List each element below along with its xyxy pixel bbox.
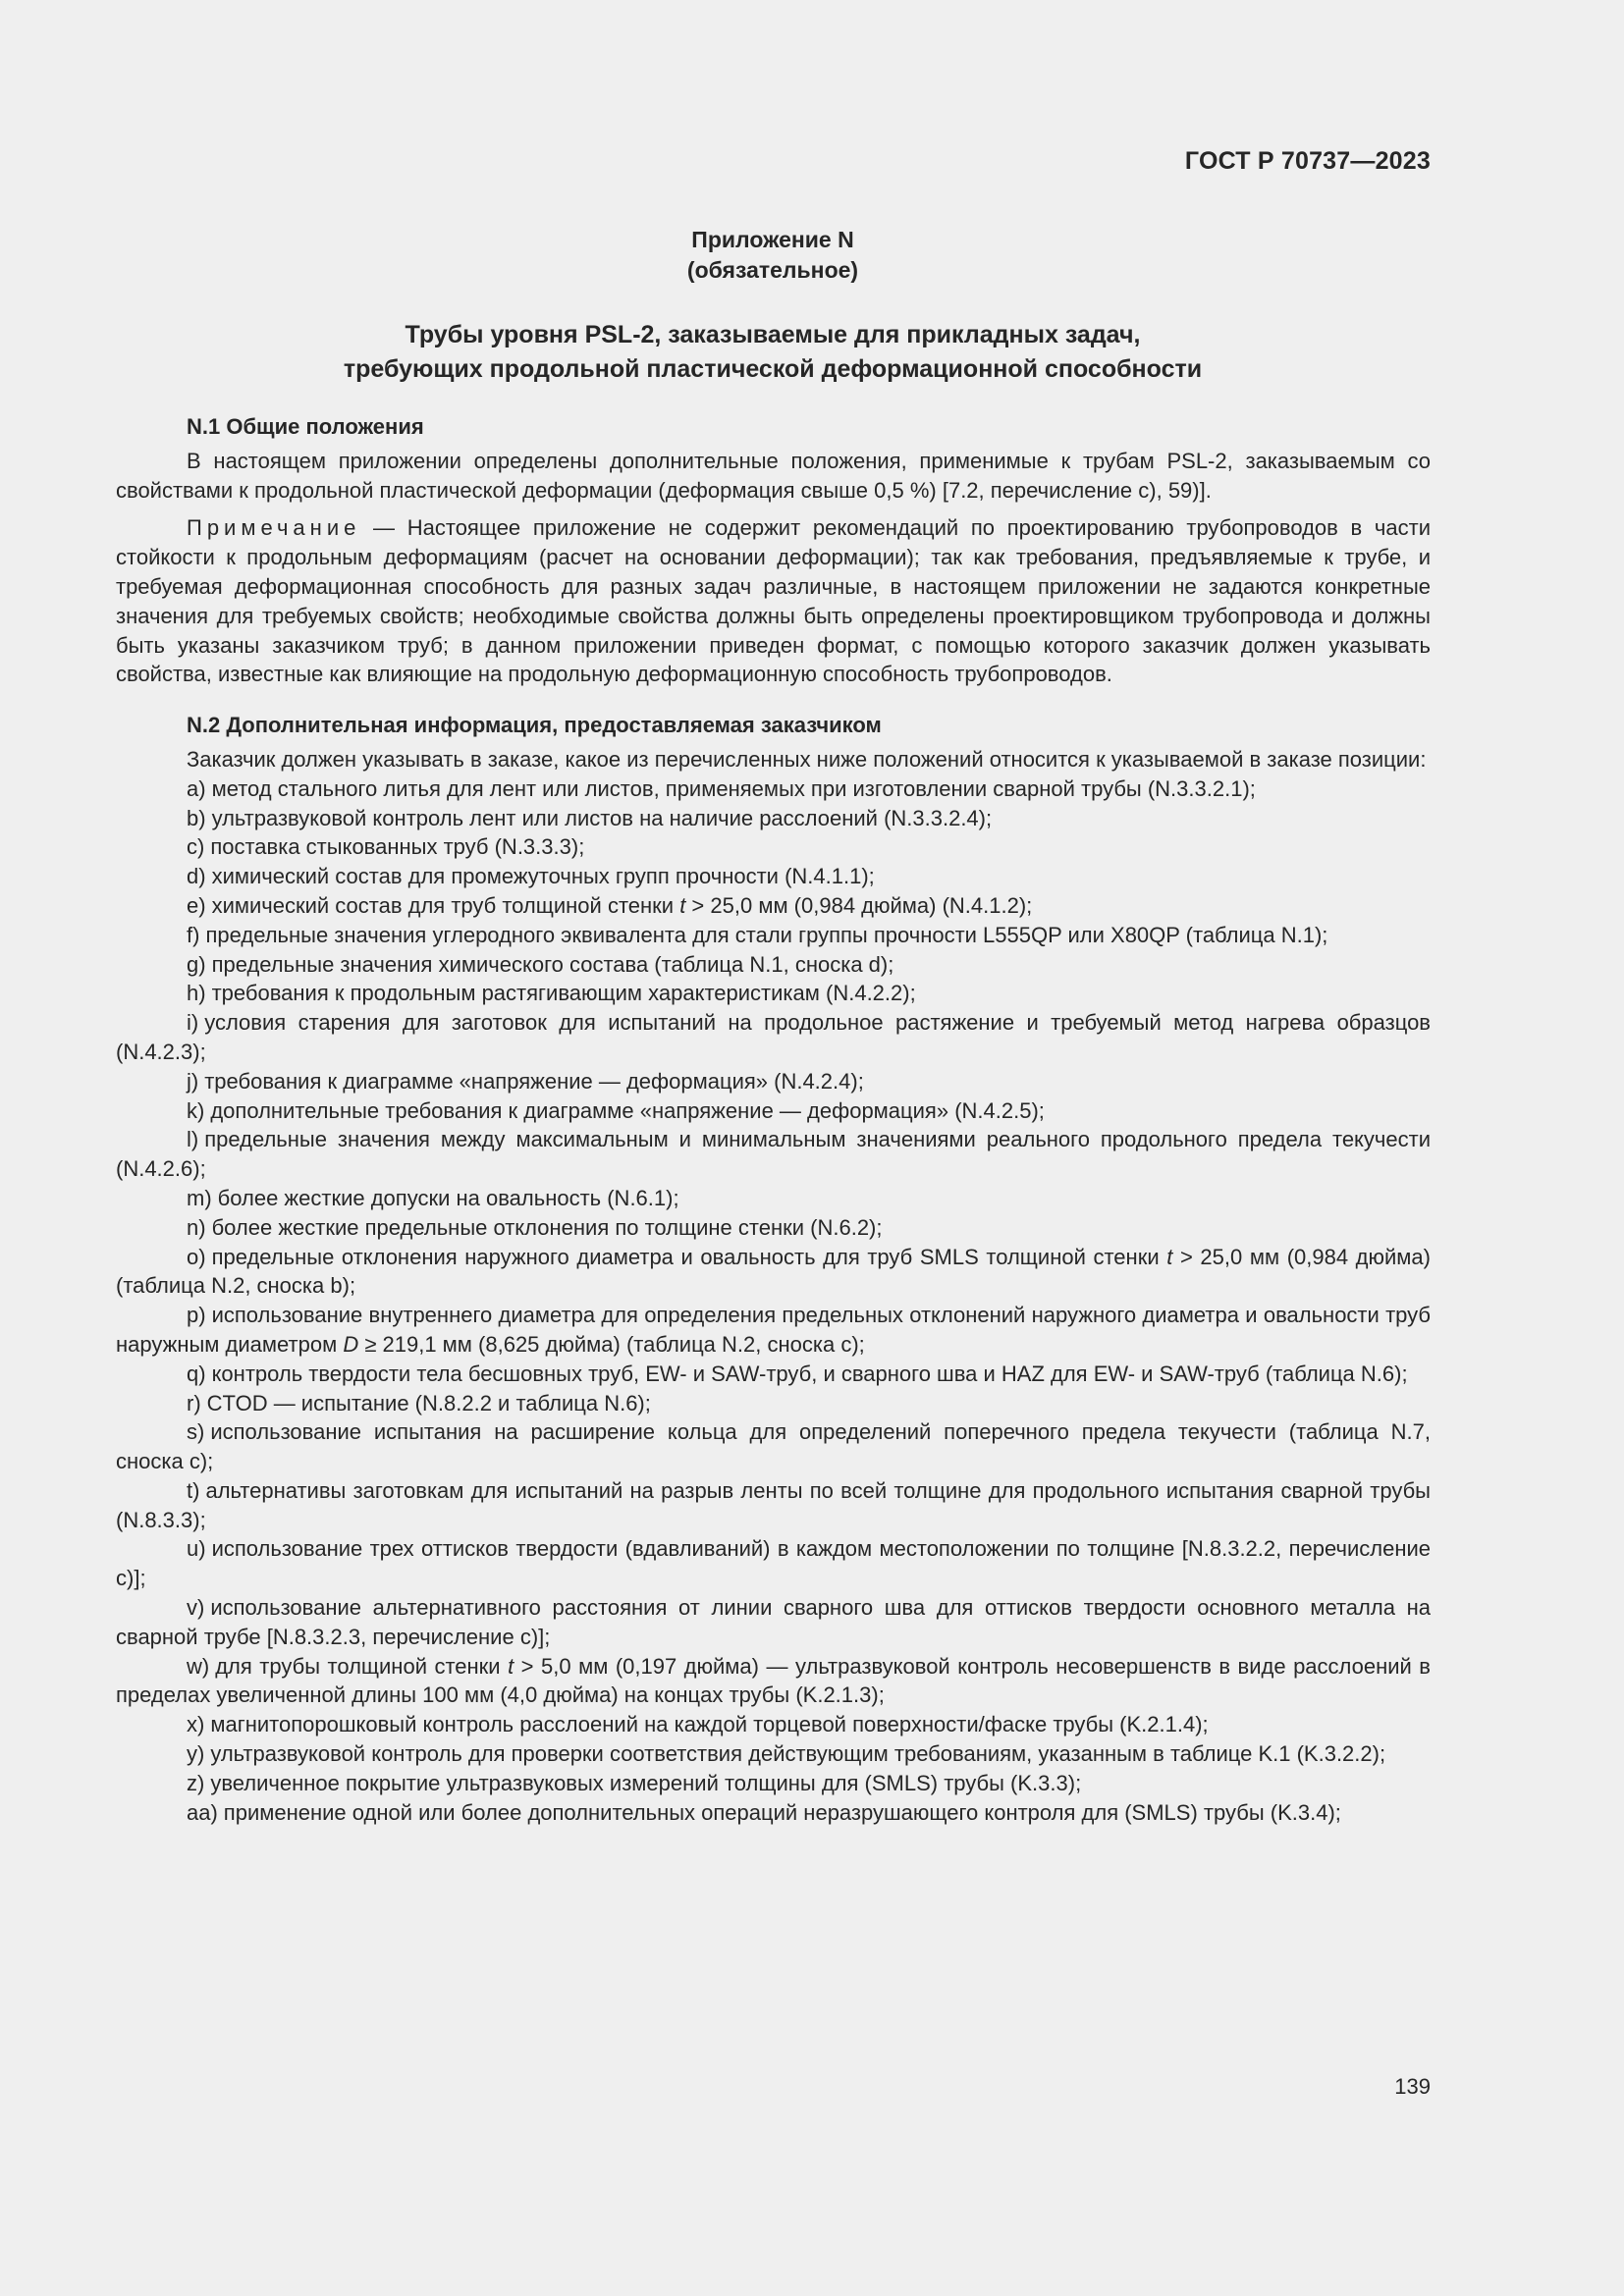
item-label: q): [187, 1361, 206, 1386]
item-text: использование трех оттисков твердости (вдавливаний) в каждом местоположении по толщине [N.8.3.2.2, перечисление c)];: [116, 1536, 1431, 1591]
list-item-i: [116, 1008, 1431, 1067]
item-label: l): [187, 1127, 199, 1152]
title-line-1: Трубы уровня PSL-2, заказываемые для прикладных задач,: [405, 321, 1141, 348]
note-text: — Настоящее приложение не содержит рекомендаций по проектированию трубопроводов в части стойкости к продольным деформациям (расчет на основании деформации); так как требования, предъявляемые к трубе, и требуемая деформационная способность для разных задач различные, в настоящем приложении не задаются конкретные значения для требуемых свойств; необходимые свойства должны быть определены проектировщиком трубопровода и должны быть указаны заказчиком труб; в данном приложении приведен формат, с помощью которого заказчик должен указывать свойства, известные как влияющие на продольную деформационную способность трубопроводов.: [116, 515, 1431, 687]
item-text: CTOD — испытание (N.8.2.2 и таблица N.6);: [206, 1390, 651, 1415]
list-item-x: [116, 1710, 1431, 1739]
item-text: химический состав для промежуточных групп прочности (N.4.1.1);: [211, 864, 875, 889]
document-title: [0, 318, 1545, 387]
item-text-after: > 25,0 мм (0,984 дюйма) (N.4.1.2);: [685, 892, 1033, 918]
item-text: предельные значения химического состава (таблица N.1, сноска d);: [211, 951, 894, 977]
item-label: k): [187, 1097, 205, 1123]
item-text: дополнительные требования к диаграмме «напряжение — деформация» (N.4.2.5);: [210, 1097, 1045, 1123]
item-text: ультразвуковой контроль лент или листов на наличие расслоений (N.3.3.2.4);: [211, 805, 993, 830]
item-text-before: предельные отклонения наружного диаметра и овальность для труб SMLS толщиной стенки: [211, 1244, 1167, 1269]
list-item-v: [116, 1593, 1431, 1652]
list-item-k: [116, 1096, 1431, 1126]
standard-id: ГОСТ Р 70737—2023: [1184, 147, 1431, 175]
item-label: aa): [187, 1799, 218, 1825]
item-label: s): [187, 1419, 205, 1445]
section-n2-intro: Заказчик должен указывать в заказе, какое из перечисленных ниже положений относится к указываемой в заказе позиции:: [187, 746, 1427, 772]
item-label: y): [187, 1741, 205, 1767]
list-item-l: [116, 1125, 1431, 1184]
item-text-after: > 5,0 мм (0,197 дюйма) — ультразвуковой контроль несовершенств в виде расслоений в пределах увеличенной длины 100 мм (4,0 дюйма) на концах трубы (K.2.1.3);: [116, 1653, 1431, 1708]
item-text: ультразвуковой контроль для проверки соответствия действующим требованиям, указанным в таблице K.1 (K.3.2.2);: [210, 1741, 1386, 1767]
item-label: u): [187, 1536, 206, 1562]
item-variable: D: [343, 1331, 359, 1357]
item-label: h): [187, 981, 206, 1006]
item-label: a): [187, 775, 206, 801]
item-text: контроль твердости тела бесшовных труб, EW- и SAW-труб, и сварного шва и HAZ для EW- и SAW-труб (таблица N.6);: [211, 1361, 1408, 1386]
item-text: поставка стыкованных труб (N.3.3.3);: [210, 834, 585, 860]
item-text: требования к продольным растягивающим характеристикам (N.4.2.2);: [211, 981, 916, 1006]
list-item-n: [116, 1213, 1431, 1243]
item-label: c): [187, 834, 205, 860]
list-item-c: [116, 832, 1431, 862]
item-variable: t: [1166, 1244, 1173, 1269]
item-label: b): [187, 805, 206, 830]
item-text: применение одной или более дополнительных операций неразрушающего контроля для (SMLS) трубы (K.3.4);: [223, 1799, 1341, 1825]
item-label: t): [187, 1477, 200, 1503]
item-label: p): [187, 1303, 206, 1328]
item-text: увеличенное покрытие ультразвуковых измерений толщины для (SMLS) трубы (K.3.3);: [210, 1770, 1082, 1795]
item-label: z): [187, 1770, 205, 1795]
section-n1-paragraph: В настоящем приложении определены дополнительные положения, применимые к трубам PSL-2, заказываемым со свойствами к продольной пластической деформации (деформация свыше 0,5 %) [7.2, перечисление c), 59)].: [116, 448, 1431, 503]
item-text-before: для трубы толщиной стенки: [215, 1653, 509, 1679]
list-item-b: [116, 804, 1431, 833]
item-text: требования к диаграмме «напряжение — деформация» (N.4.2.4);: [204, 1068, 864, 1094]
section-heading-n1: N.1 Общие положения: [187, 414, 424, 439]
item-variable: t: [508, 1653, 514, 1679]
list-item-y: [116, 1739, 1431, 1769]
appendix-label: Приложение N: [691, 227, 854, 252]
list-item-r: [116, 1389, 1431, 1418]
item-text: условия старения для заготовок для испытаний на продольное растяжение и требуемый метод нагрева образцов (N.4.2.3);: [116, 1010, 1431, 1064]
item-text: более жесткие допуски на овальность (N.6.1);: [217, 1185, 679, 1210]
item-text: альтернативы заготовкам для испытаний на разрыв ленты по всей толщине для продольного испытания сварной трубы (N.8.3.3);: [116, 1477, 1431, 1532]
item-label: r): [187, 1390, 201, 1415]
list-item-w: [116, 1652, 1431, 1711]
item-label: e): [187, 892, 206, 918]
item-text: использование испытания на расширение кольца для определений поперечного предела текучести (таблица N.7, сноска c);: [116, 1419, 1431, 1474]
item-text: магнитопорошковый контроль расслоений на каждой торцевой поверхности/фаске трубы (K.2.1.4);: [210, 1712, 1209, 1737]
list-item-o: [116, 1243, 1431, 1302]
item-label: f): [187, 922, 200, 947]
appendix-heading: [0, 225, 1545, 286]
note-paragraph: [116, 513, 1431, 689]
list-item-e: [116, 891, 1431, 921]
section-heading-n2: N.2 Дополнительная информация, предоставляемая заказчиком: [187, 713, 882, 738]
list-item-p: [116, 1301, 1431, 1360]
list-item-s: [116, 1417, 1431, 1476]
appendix-status: (обязательное): [686, 257, 859, 283]
item-label: m): [187, 1185, 212, 1210]
document-body: [116, 412, 1431, 1827]
list-item-q: [116, 1360, 1431, 1389]
list-item-j: [116, 1067, 1431, 1096]
list-item-g: [116, 950, 1431, 980]
list-item-u: [116, 1534, 1431, 1593]
item-text: предельные значения между максимальным и минимальным значениями реального продольного предела текучести (N.4.2.6);: [116, 1127, 1431, 1182]
item-variable: t: [679, 892, 686, 918]
item-label: n): [187, 1214, 206, 1240]
page-number: 139: [1394, 2074, 1431, 2099]
item-text-after: > 25,0 мм (0,984 дюйма) (таблица N.2, сноска b);: [116, 1244, 1431, 1299]
item-label: g): [187, 951, 206, 977]
item-label: x): [187, 1712, 205, 1737]
item-text-before: химический состав для труб толщиной стенки: [211, 892, 680, 918]
item-label: v): [187, 1595, 205, 1621]
item-text: более жесткие предельные отклонения по толщине стенки (N.6.2);: [211, 1214, 883, 1240]
item-text-before: использование внутреннего диаметра для определения предельных отклонений наружного диаметра и овальности труб наружным диаметром: [116, 1303, 1431, 1357]
list-item-a: [116, 774, 1431, 804]
list-item-d: [116, 862, 1431, 891]
title-line-2: требующих продольной пластической деформационной способности: [343, 355, 1203, 383]
list-item-f: [116, 921, 1431, 950]
item-text: метод стального литья для лент или листов, применяемых при изготовлении сварной трубы (N.3.3.2.1);: [211, 775, 1256, 801]
list-item-aa: [116, 1798, 1431, 1828]
list-item-z: [116, 1769, 1431, 1798]
list-item-h: [116, 979, 1431, 1008]
item-label: d): [187, 864, 206, 889]
item-text-after: ≥ 219,1 мм (8,625 дюйма) (таблица N.2, сноска c);: [358, 1331, 865, 1357]
item-label: w): [187, 1653, 210, 1679]
list-item-t: [116, 1476, 1431, 1535]
item-label: j): [187, 1068, 199, 1094]
note-label: Примечание: [187, 515, 361, 541]
item-text: предельные значения углеродного эквивалента для стали группы прочности L555QP или X80QP (таблица N.1);: [205, 922, 1328, 947]
item-label: i): [187, 1010, 199, 1036]
item-label: o): [187, 1244, 206, 1269]
item-text: использование альтернативного расстояния от линии сварного шва для оттисков твердости основного металла на сварной трубе [N.8.3.2.3, перечисление c)];: [116, 1595, 1431, 1649]
list-item-m: [116, 1184, 1431, 1213]
